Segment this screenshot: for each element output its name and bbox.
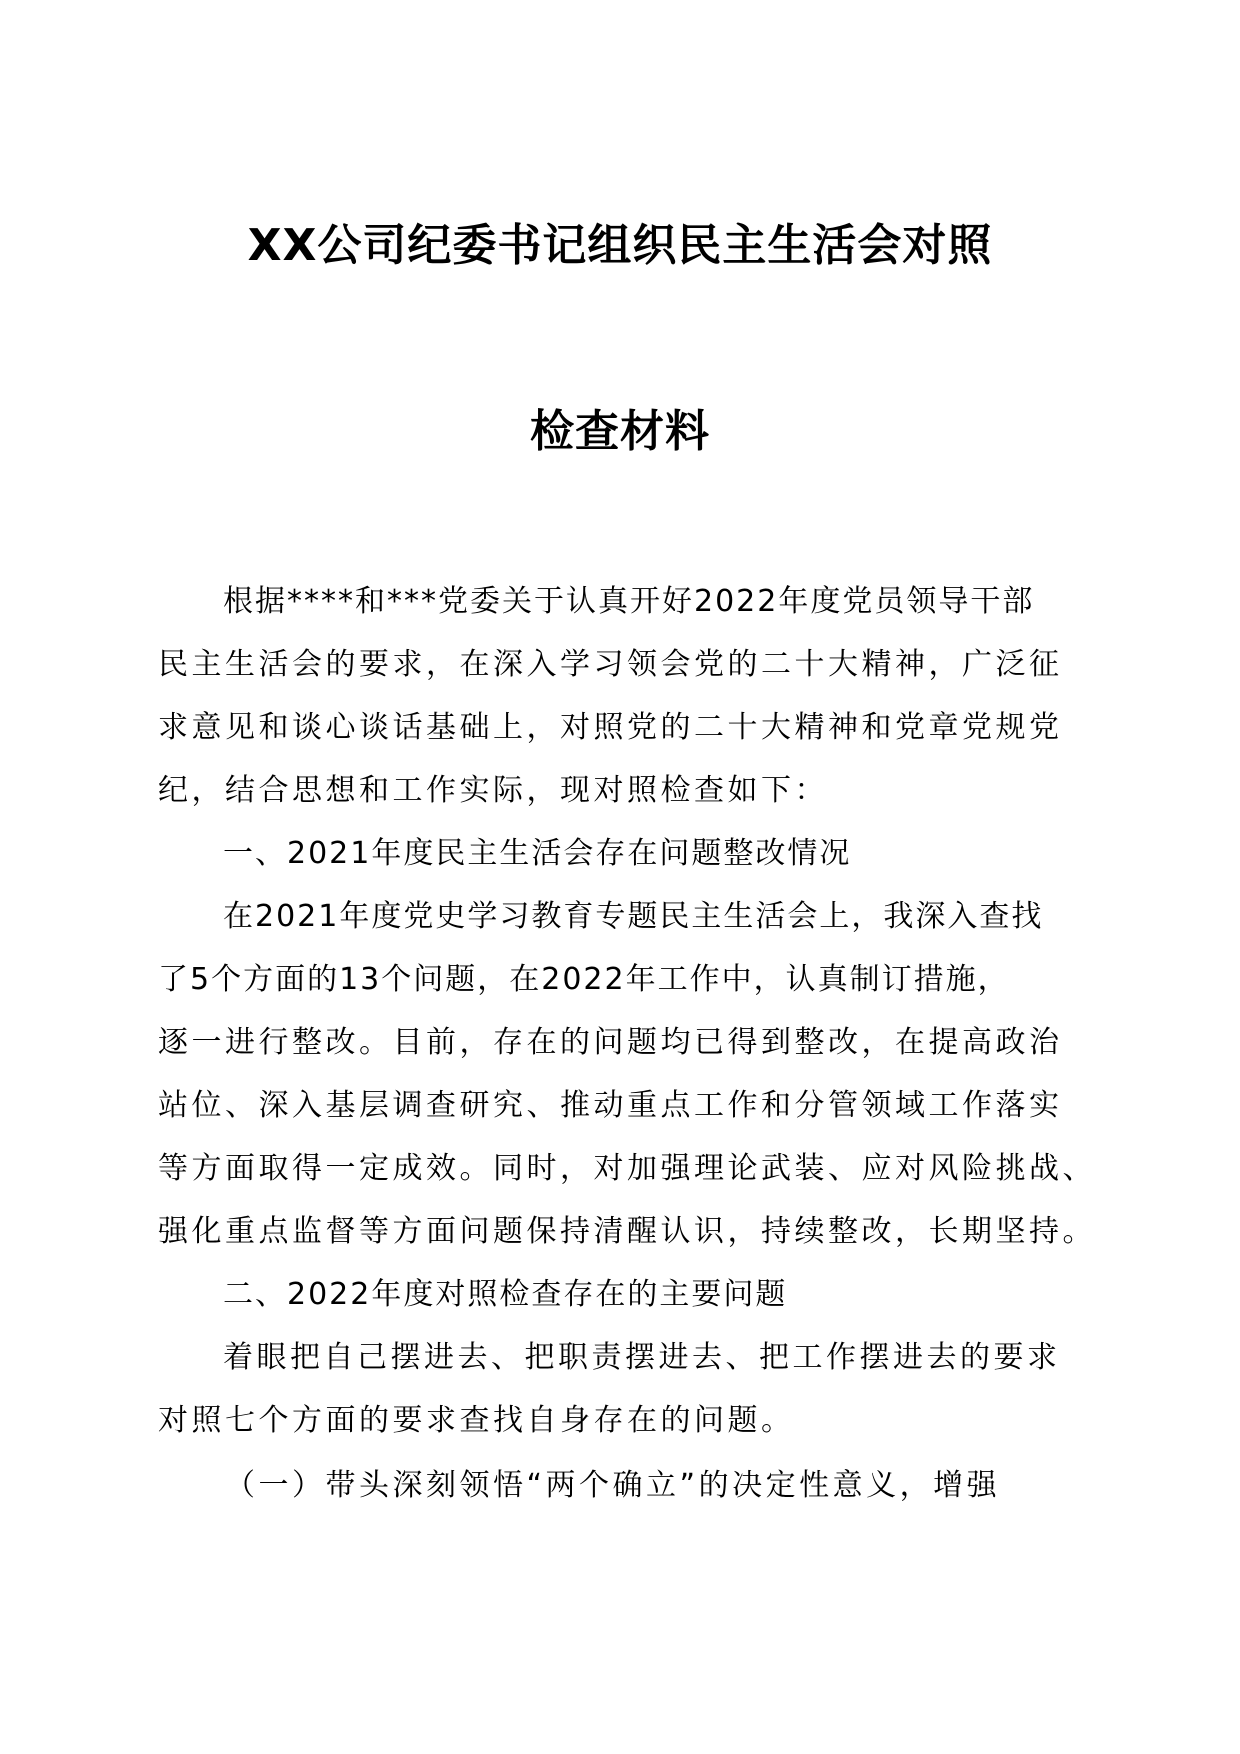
body-line-13: 着眼把自己摆进去、把职责摆进去、把工作摆进去的要求: [223, 1340, 1061, 1375]
body-line-8: 逐一进行整改。目前，存在的问题均已得到整改，在提高政治: [158, 1025, 1063, 1060]
body-line-4: 纪，结合思想和工作实际，现对照检查如下：: [158, 773, 828, 808]
document-title-line-2: 检查材料: [530, 406, 710, 457]
body-line-6: 在2021年度党史学习教育专题民主生活会上，我深入查找: [223, 899, 1044, 934]
subsection-heading-1: （一）带头深刻领悟“两个确立”的决定性意义，增强: [225, 1468, 1001, 1503]
body-line-3: 求意见和谈心谈话基础上，对照党的二十大精神和党章党规党: [158, 710, 1063, 745]
document-title-line-1: XX公司纪委书记组织民主生活会对照: [247, 220, 993, 271]
section-heading-2: 二、2022年度对照检查存在的主要问题: [223, 1277, 788, 1312]
body-line-2: 民主生活会的要求，在深入学习领会党的二十大精神，广泛征: [158, 647, 1063, 682]
body-line-10: 等方面取得一定成效。同时，对加强理论武装、应对风险挑战、: [158, 1151, 1096, 1186]
body-line-14: 对照七个方面的要求查找自身存在的问题。: [158, 1403, 795, 1438]
section-heading-1: 一、2021年度民主生活会存在问题整改情况: [223, 836, 852, 871]
body-line-1: 根据****和***党委关于认真开好2022年度党员领导干部: [223, 584, 1035, 619]
body-line-9: 站位、深入基层调查研究、推动重点工作和分管领域工作落实: [158, 1088, 1063, 1123]
body-line-7: 了5个方面的13个问题，在2022年工作中，认真制订措施，: [158, 962, 1010, 997]
body-line-11: 强化重点监督等方面问题保持清醒认识，持续整改，长期坚持。: [158, 1214, 1096, 1249]
